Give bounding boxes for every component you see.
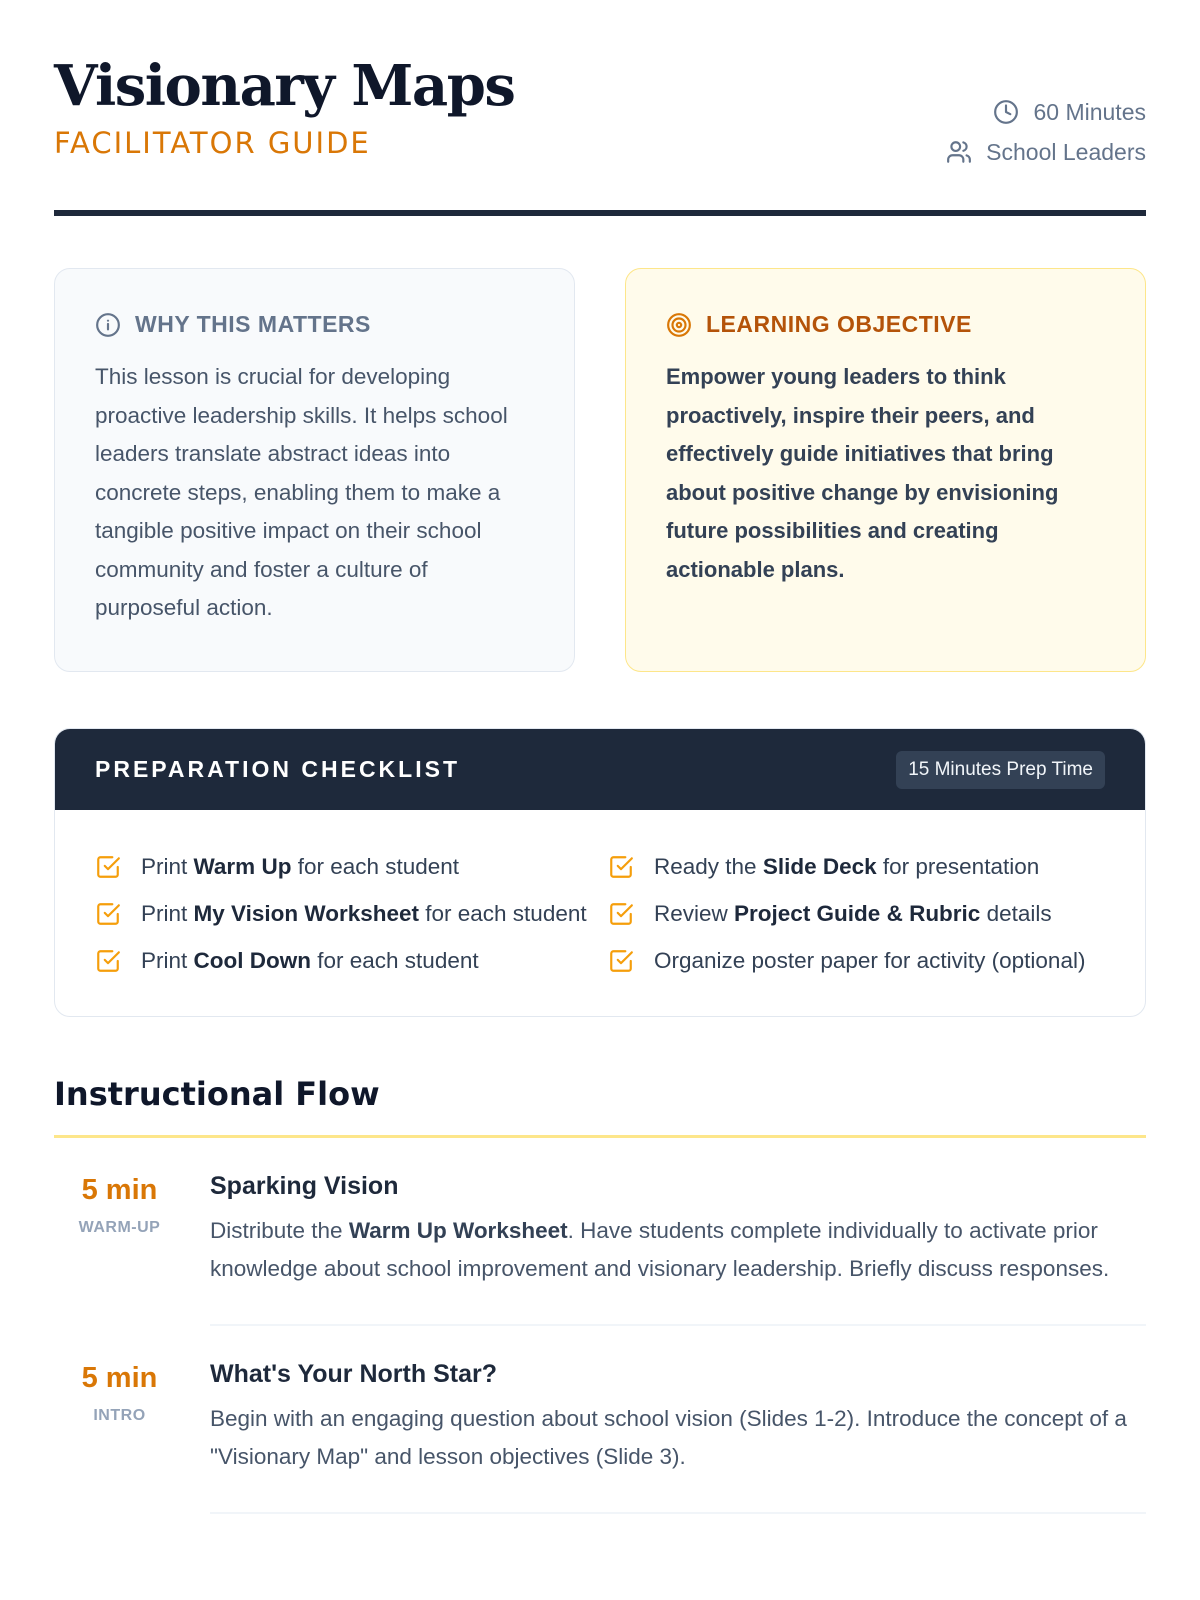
- info-icon: [95, 312, 121, 338]
- flow-step-duration: 5 min: [81, 1362, 158, 1394]
- flow-step-content: [210, 1138, 1146, 1326]
- checklist-item: [95, 897, 600, 931]
- info-cards: [54, 268, 1146, 672]
- check-square-icon: [608, 901, 634, 927]
- why-body: This lesson is crucial for developing proactive leadership skills. It helps school leaders translate abstract ideas into concrete steps, enabling them to make a tangible positive impact on their school community and foster a culture of purposeful action.: [95, 364, 508, 620]
- check-square-icon: [608, 854, 634, 880]
- check-square-icon: [95, 901, 121, 927]
- instructional-flow-title: Instructional Flow: [54, 1075, 1146, 1138]
- why-heading-row: [95, 311, 534, 338]
- checklist-column-right: [600, 850, 1105, 978]
- objective-heading: LEARNING OBJECTIVE: [706, 311, 972, 337]
- checklist-title: PREPARATION CHECKLIST: [95, 756, 460, 782]
- checklist-item-text: Print My Vision Worksheet for each student: [141, 901, 587, 926]
- flow-step-heading: Sparking Vision: [210, 1172, 399, 1200]
- flow-step-description: Begin with an engaging question about school vision (Slides 1-2). Introduce the concept of a "Visionary Map" and lesson objectives (Slide 3).: [210, 1406, 1127, 1469]
- flow-step: [54, 1326, 1146, 1514]
- duration-text: 60 Minutes: [1033, 98, 1146, 125]
- checklist-item: [608, 850, 1105, 884]
- checklist-body: [55, 810, 1145, 1016]
- checklist-item: [95, 850, 600, 884]
- flow-step-description: Distribute the Warm Up Worksheet. Have students complete individually to activate prior knowledge about school improvement and visionary leadership. Briefly discuss responses.: [210, 1218, 1110, 1281]
- why-this-matters-card: [54, 268, 575, 672]
- objective-body: Empower young leaders to think proactively, inspire their peers, and effectively guide initiatives that bring about positive change by envisioning future possibilities and creating actionable plans.: [666, 364, 1059, 582]
- flow-step-heading: What's Your North Star?: [210, 1360, 497, 1388]
- flow-step: [54, 1138, 1146, 1326]
- checklist-item-text: Print Cool Down for each student: [141, 948, 479, 973]
- clock-icon: [993, 99, 1019, 125]
- target-icon: [666, 312, 692, 338]
- checklist-column-left: [95, 850, 600, 978]
- flow-step-duration: 5 min: [81, 1174, 158, 1206]
- audience-text: School Leaders: [986, 138, 1146, 165]
- check-square-icon: [95, 948, 121, 974]
- checklist-item: [608, 897, 1105, 931]
- flow-step-phase: WARM-UP: [78, 1219, 161, 1236]
- checklist-item-text: Organize poster paper for activity (optional): [654, 948, 1086, 973]
- header: [54, 0, 1146, 216]
- page-subtitle: FACILITATOR GUIDE: [54, 126, 371, 160]
- flow-step-phase: INTRO: [93, 1407, 146, 1424]
- checklist-item-text: Review Project Guide & Rubric details: [654, 901, 1052, 926]
- checklist-item: [608, 944, 1105, 978]
- lesson-meta: [946, 92, 1146, 172]
- checklist-item-text: Ready the Slide Deck for presentation: [654, 854, 1040, 879]
- why-heading: WHY THIS MATTERS: [135, 311, 371, 337]
- users-icon: [946, 139, 972, 165]
- preparation-checklist: [54, 728, 1146, 1017]
- learning-objective-card: [625, 268, 1146, 672]
- objective-heading-row: [666, 311, 1105, 338]
- prep-time-badge: 15 Minutes Prep Time: [896, 751, 1105, 789]
- flow-step-content: [210, 1326, 1146, 1514]
- page-title: Visionary Maps: [54, 53, 515, 119]
- duration-row: [946, 92, 1146, 132]
- check-square-icon: [608, 948, 634, 974]
- flow-step-time: [54, 1138, 185, 1326]
- checklist-header: [55, 729, 1145, 810]
- flow-step-time: [54, 1326, 185, 1514]
- checklist-item-text: Print Warm Up for each student: [141, 854, 460, 879]
- check-square-icon: [95, 854, 121, 880]
- checklist-item: [95, 944, 600, 978]
- audience-row: [946, 132, 1146, 172]
